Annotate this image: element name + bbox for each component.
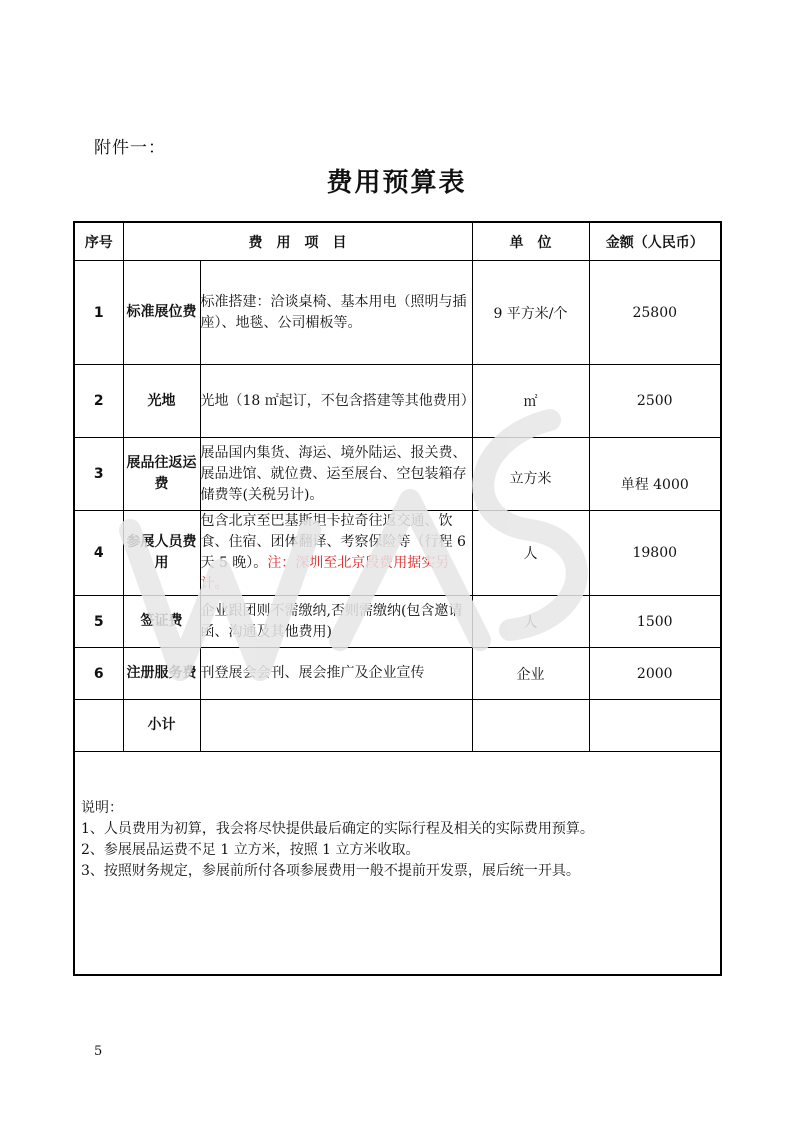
subtotal-empty-unit (472, 700, 589, 752)
row-amount: 19800 (589, 511, 721, 596)
table-row (74, 365, 721, 438)
row-category: 展品往返运费 (123, 438, 200, 511)
page-title: 费用预算表 (326, 168, 467, 198)
row-amount: 单程 4000 (589, 438, 721, 511)
row-description (200, 365, 475, 438)
row-seq: 4 (74, 511, 123, 596)
header-unit: 单 位 (472, 222, 589, 261)
subtotal-row (74, 700, 721, 752)
row-desc-text: 标准搭建：洽谈桌椅、基本用电（照明与插座）、地毯、公司楣板等。 (200, 293, 467, 331)
row-seq: 5 (74, 596, 123, 648)
attachment-label: 附件一： (94, 138, 166, 158)
notes-row (74, 752, 721, 976)
row-description (200, 648, 472, 700)
row-amount: 25800 (589, 261, 721, 365)
note-line: 1、人员费用为初算，我会将尽快提供最后确定的实际行程及相关的实际费用预算。 (81, 821, 594, 837)
subtotal-empty-seq (74, 700, 123, 752)
row-description (200, 261, 472, 365)
row-desc-text: 包含北京至巴基斯坦卡拉奇往返交通、饮食、住宿、团体翻译、考察保险等（行程 6 天 5 晚）。 (200, 513, 466, 571)
header-amount: 金额（人民币） (589, 222, 721, 261)
table-row (74, 511, 721, 596)
row-desc-text: 展品国内集货、海运、境外陆运、报关费、展品进馆、就位费、运至展台、空包装箱存储费等(关税另计)。 (200, 444, 467, 503)
row-description (200, 511, 472, 596)
table-row (74, 596, 721, 648)
row-unit: 9 平方米/个 (472, 261, 589, 365)
header-row (74, 222, 721, 261)
notes-heading: 说明： (81, 800, 123, 816)
row-category: 参展人员费用 (123, 511, 200, 596)
row-category: 光地 (123, 365, 200, 438)
table-row (74, 438, 721, 511)
row-unit: 人 (472, 596, 589, 648)
header-seq: 序号 (74, 222, 123, 261)
row-seq: 6 (74, 648, 123, 700)
row-desc-text: 刊登展会会刊、展会推广及企业宣传 (200, 665, 425, 681)
row-desc-note: 注：深圳至北京段费用据实另计。 (200, 555, 450, 592)
row-unit: 企业 (472, 648, 589, 700)
row-category: 签证费 (123, 596, 200, 648)
table-row (74, 648, 721, 700)
row-unit: 人 (472, 511, 589, 596)
row-description (200, 596, 472, 648)
budget-table (73, 221, 722, 976)
row-seq: 1 (74, 261, 123, 365)
row-seq: 3 (74, 438, 123, 511)
table-row (74, 261, 721, 365)
subtotal-label: 小计 (123, 700, 200, 752)
row-unit: 立方米 (472, 438, 589, 511)
row-amount: 1500 (589, 596, 721, 648)
subtotal-empty-desc (200, 700, 472, 752)
row-description (200, 438, 472, 511)
note-line: 2、参展展品运费不足 1 立方米，按照 1 立方米收取。 (81, 842, 420, 858)
row-seq: 2 (74, 365, 123, 438)
row-desc-text: 企业跟团则不需缴纳,否则需缴纳(包含邀请函、沟通及其他费用) (200, 602, 463, 640)
note-line: 3、按照财务规定，参展前所付各项参展费用一般不提前开发票，展后统一开具。 (81, 863, 580, 879)
notes-cell (74, 752, 721, 976)
row-amount: 2500 (589, 365, 721, 438)
header-item: 费 用 项 目 (123, 222, 472, 261)
subtotal-amount (589, 700, 721, 752)
page-number: 5 (94, 1044, 103, 1059)
row-desc-text: 光地（18 ㎡起订，不包含搭建等其他费用） (200, 392, 475, 409)
row-unit: ㎡ (472, 365, 589, 438)
row-category: 标准展位费 (123, 261, 200, 365)
row-category: 注册服务费 (123, 648, 200, 700)
row-amount: 2000 (589, 648, 721, 700)
